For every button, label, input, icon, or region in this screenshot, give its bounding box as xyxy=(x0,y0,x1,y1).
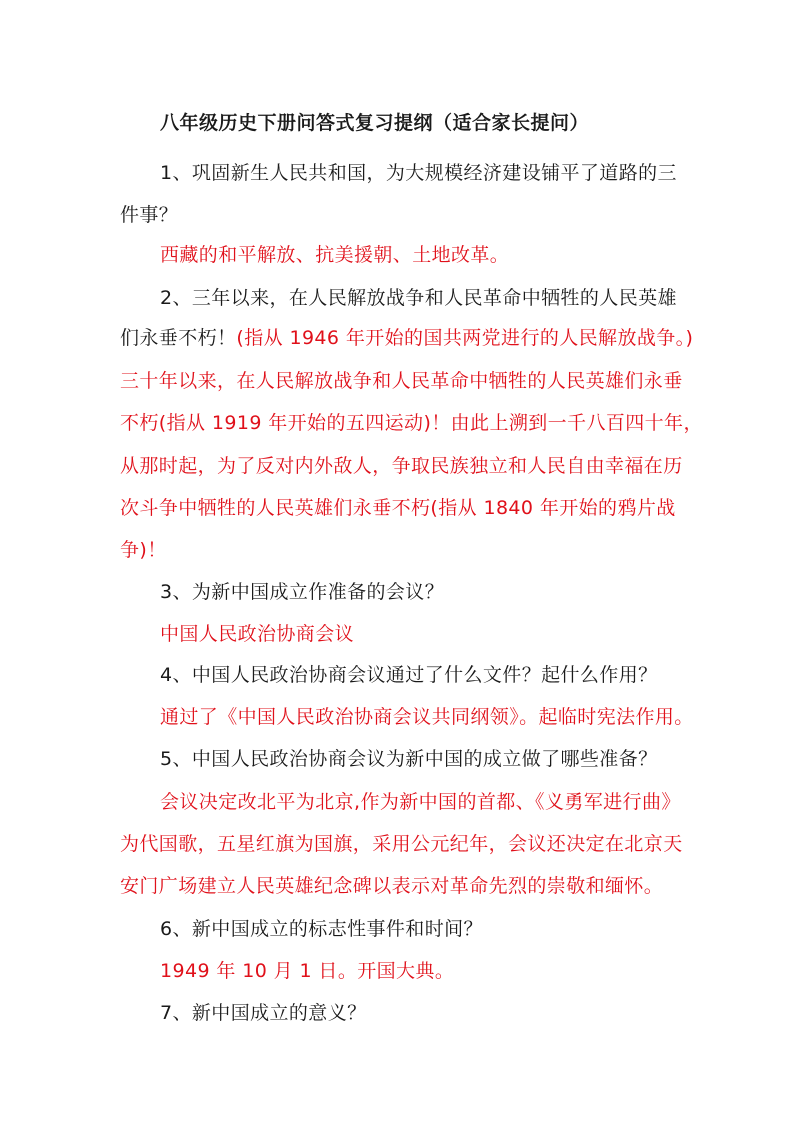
question-1-line-1: 1、巩固新生人民共和国，为大规模经济建设铺平了道路的三 xyxy=(160,162,677,184)
question-3-line-1: 3、为新中国成立作准备的会议？ xyxy=(160,581,445,603)
answer-5-line-2: 为代国歌，五星红旗为国旗，采用公元纪年，会议还决定在北京天 xyxy=(120,833,683,855)
answer-6-line-1: 1949 年 10 月 1 日。开国大典。 xyxy=(160,960,455,982)
answer-2-line-6: 争)！ xyxy=(120,539,167,561)
answer-2-line-2: 三十年以来，在人民解放战争和人民革命中牺牲的人民英雄们永垂 xyxy=(120,370,683,392)
answer-2-line-4: 从那时起，为了反对内外敌人，争取民族独立和人民自由幸福在历 xyxy=(120,455,683,477)
question-1-line-2: 件事？ xyxy=(120,204,179,226)
answer-2-line-3: 不朽(指从 1919 年开始的五四运动)！由此上溯到一千八百四十年， xyxy=(120,412,703,434)
question-2-line-1: 2、三年以来，在人民解放战争和人民革命中牺牲的人民英雄 xyxy=(160,287,677,309)
question-2-text: 们永垂不朽！ xyxy=(120,327,237,349)
answer-5-line-1: 会议决定改北平为北京,作为新中国的首都、《义勇军进行曲》 xyxy=(160,791,681,813)
question-4-line-1: 4、中国人民政治协商会议通过了什么文件？起什么作用？ xyxy=(160,664,658,686)
question-2-line-2 xyxy=(120,323,693,350)
page-title: 八年级历史下册问答式复习提纲（适合家长提问） xyxy=(160,112,590,134)
question-5-line-1: 5、中国人民政治协商会议为新中国的成立做了哪些准备？ xyxy=(160,748,658,770)
answer-2-line-1: (指从 1946 年开始的国共两党进行的人民解放战争。) xyxy=(236,327,694,349)
answer-4-line-1: 通过了《中国人民政治协商会议共同纲领》。起临时宪法作用。 xyxy=(160,706,694,728)
answer-3-line-1: 中国人民政治协商会议 xyxy=(160,623,355,645)
answer-2-line-5: 次斗争中牺牲的人民英雄们永垂不朽(指从 1840 年开始的鸦片战 xyxy=(120,497,676,519)
answer-5-line-3: 安门广场建立人民英雄纪念碑以表示对革命先烈的崇敬和缅怀。 xyxy=(120,875,664,897)
question-7-line-1: 7、新中国成立的意义？ xyxy=(160,1002,367,1024)
question-6-line-1: 6、新中国成立的标志性事件和时间？ xyxy=(160,918,483,940)
answer-1-line-1: 西藏的和平解放、抗美援朝、土地改革。 xyxy=(160,244,510,266)
